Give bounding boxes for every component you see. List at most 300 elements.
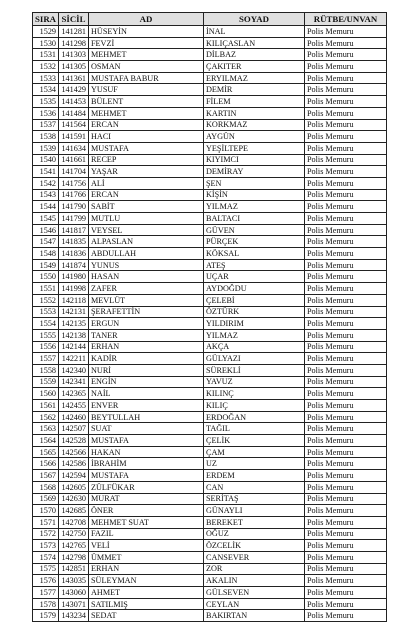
ad-cell: YUNUS (89, 259, 204, 271)
ad-cell: MEHMET (89, 107, 204, 119)
ad-cell: ENVER (89, 400, 204, 412)
sicil-cell: 143071 (59, 598, 89, 610)
sicil-cell: 142138 (59, 329, 89, 341)
sicil-cell: 141835 (59, 236, 89, 248)
rutbe-cell: Polis Memuru (305, 49, 387, 61)
soyad-cell: ÇAKITER (204, 61, 305, 73)
sicil-cell: 142135 (59, 318, 89, 330)
sira-cell: 1574 (33, 551, 59, 563)
sicil-cell: 141661 (59, 154, 89, 166)
sicil-cell: 142630 (59, 493, 89, 505)
sicil-cell: 141298 (59, 37, 89, 49)
soyad-cell: KORKMAZ (204, 119, 305, 131)
ad-cell: OSMAN (89, 61, 204, 73)
table-row (33, 37, 387, 49)
ad-cell: SUAT (89, 423, 204, 435)
sira-cell: 1569 (33, 493, 59, 505)
sicil-cell: 141303 (59, 49, 89, 61)
sira-cell: 1577 (33, 587, 59, 599)
ad-cell: HASAN (89, 271, 204, 283)
personnel-table (32, 12, 387, 622)
sira-cell: 1551 (33, 283, 59, 295)
sira-cell: 1535 (33, 96, 59, 108)
table-row (33, 470, 387, 482)
table-row (33, 376, 387, 388)
rutbe-cell: Polis Memuru (305, 166, 387, 178)
table-row (33, 166, 387, 178)
rutbe-cell: Polis Memuru (305, 201, 387, 213)
ad-cell: SEDAT (89, 610, 204, 622)
ad-cell: ERHAN (89, 563, 204, 575)
rutbe-cell: Polis Memuru (305, 551, 387, 563)
rutbe-cell: Polis Memuru (305, 505, 387, 517)
rutbe-cell: Polis Memuru (305, 470, 387, 482)
sira-cell: 1540 (33, 154, 59, 166)
sira-cell: 1553 (33, 306, 59, 318)
column-header-ad: AD (89, 13, 204, 26)
ad-cell: MUSTAFA BABUR (89, 72, 204, 84)
ad-cell: BÜLENT (89, 96, 204, 108)
soyad-cell: CEYLAN (204, 598, 305, 610)
document-page (32, 12, 386, 622)
ad-cell: RECEP (89, 154, 204, 166)
ad-cell: KADİR (89, 353, 204, 365)
sira-cell: 1541 (33, 166, 59, 178)
soyad-cell: BEREKET (204, 516, 305, 528)
soyad-cell: İNAL (204, 26, 305, 38)
sira-cell: 1560 (33, 388, 59, 400)
soyad-cell: YEŞİLTEPE (204, 142, 305, 154)
ad-cell: FAZIL (89, 528, 204, 540)
ad-cell: MEHMET SUAT (89, 516, 204, 528)
sicil-cell: 143234 (59, 610, 89, 622)
rutbe-cell: Polis Memuru (305, 598, 387, 610)
soyad-cell: SÜREKLİ (204, 364, 305, 376)
ad-cell: MEHMET (89, 49, 204, 61)
sira-cell: 1575 (33, 563, 59, 575)
rutbe-cell: Polis Memuru (305, 119, 387, 131)
table-row (33, 540, 387, 552)
table-row (33, 131, 387, 143)
sira-cell: 1531 (33, 49, 59, 61)
sira-cell: 1529 (33, 26, 59, 38)
sicil-cell: 142365 (59, 388, 89, 400)
soyad-cell: CAN (204, 481, 305, 493)
table-row (33, 26, 387, 38)
sicil-cell: 143035 (59, 575, 89, 587)
ad-cell: ZAFER (89, 283, 204, 295)
sicil-cell: 141874 (59, 259, 89, 271)
table-row (33, 575, 387, 587)
rutbe-cell: Polis Memuru (305, 388, 387, 400)
sicil-cell: 142685 (59, 505, 89, 517)
rutbe-cell: Polis Memuru (305, 423, 387, 435)
table-header-row (33, 13, 387, 26)
soyad-cell: ÖZTÜRK (204, 306, 305, 318)
ad-cell: SATILMIŞ (89, 598, 204, 610)
rutbe-cell: Polis Memuru (305, 213, 387, 225)
ad-cell: HACI (89, 131, 204, 143)
sira-cell: 1568 (33, 481, 59, 493)
sicil-cell: 141453 (59, 96, 89, 108)
sicil-cell: 142566 (59, 446, 89, 458)
sicil-cell: 141484 (59, 107, 89, 119)
ad-cell: ÖNER (89, 505, 204, 517)
table-row (33, 236, 387, 248)
sicil-cell: 142605 (59, 481, 89, 493)
sira-cell: 1563 (33, 423, 59, 435)
ad-cell: ENGİN (89, 376, 204, 388)
table-row (33, 458, 387, 470)
sira-cell: 1532 (33, 61, 59, 73)
sira-cell: 1533 (33, 72, 59, 84)
sira-cell: 1543 (33, 189, 59, 201)
ad-cell: ERCAN (89, 189, 204, 201)
sira-cell: 1567 (33, 470, 59, 482)
rutbe-cell: Polis Memuru (305, 481, 387, 493)
sicil-cell: 142131 (59, 306, 89, 318)
soyad-cell: UÇAR (204, 271, 305, 283)
table-row (33, 423, 387, 435)
ad-cell: MEVLÜT (89, 294, 204, 306)
rutbe-cell: Polis Memuru (305, 61, 387, 73)
soyad-cell: ERYILMAZ (204, 72, 305, 84)
soyad-cell: AYDOĞDU (204, 283, 305, 295)
sicil-cell: 142211 (59, 353, 89, 365)
sira-cell: 1566 (33, 458, 59, 470)
table-row (33, 411, 387, 423)
rutbe-cell: Polis Memuru (305, 236, 387, 248)
table-row (33, 587, 387, 599)
rutbe-cell: Polis Memuru (305, 189, 387, 201)
soyad-cell: AYGÜN (204, 131, 305, 143)
soyad-cell: DİLBAZ (204, 49, 305, 61)
ad-cell: NAİL (89, 388, 204, 400)
sira-cell: 1561 (33, 400, 59, 412)
soyad-cell: YILDIRIM (204, 318, 305, 330)
ad-cell: VEYSEL (89, 224, 204, 236)
sicil-cell: 142340 (59, 364, 89, 376)
sicil-cell: 142118 (59, 294, 89, 306)
sira-cell: 1572 (33, 528, 59, 540)
rutbe-cell: Polis Memuru (305, 318, 387, 330)
ad-cell: ÜMMET (89, 551, 204, 563)
soyad-cell: KÖKSAL (204, 248, 305, 260)
table-row (33, 318, 387, 330)
table-row (33, 84, 387, 96)
table-row (33, 505, 387, 517)
sicil-cell: 141361 (59, 72, 89, 84)
sira-cell: 1576 (33, 575, 59, 587)
sicil-cell: 142507 (59, 423, 89, 435)
table-body (33, 26, 387, 622)
sira-cell: 1549 (33, 259, 59, 271)
ad-cell: ABDULLAH (89, 248, 204, 260)
sira-cell: 1537 (33, 119, 59, 131)
rutbe-cell: Polis Memuru (305, 96, 387, 108)
soyad-cell: AKALIN (204, 575, 305, 587)
table-row (33, 189, 387, 201)
soyad-cell: KARTIN (204, 107, 305, 119)
rutbe-cell: Polis Memuru (305, 528, 387, 540)
ad-cell: HÜSEYİN (89, 26, 204, 38)
rutbe-cell: Polis Memuru (305, 400, 387, 412)
soyad-cell: YILMAZ (204, 201, 305, 213)
table-row (33, 516, 387, 528)
soyad-cell: AKÇA (204, 341, 305, 353)
sicil-cell: 141998 (59, 283, 89, 295)
soyad-cell: CANSEVER (204, 551, 305, 563)
table-row (33, 388, 387, 400)
table-row (33, 283, 387, 295)
table-row (33, 435, 387, 447)
rutbe-cell: Polis Memuru (305, 575, 387, 587)
rutbe-cell: Polis Memuru (305, 283, 387, 295)
sira-cell: 1550 (33, 271, 59, 283)
rutbe-cell: Polis Memuru (305, 411, 387, 423)
sira-cell: 1539 (33, 142, 59, 154)
sira-cell: 1562 (33, 411, 59, 423)
sicil-cell: 141836 (59, 248, 89, 260)
soyad-cell: GÜLYAZI (204, 353, 305, 365)
table-row (33, 61, 387, 73)
ad-cell: MUSTAFA (89, 470, 204, 482)
sicil-cell: 142528 (59, 435, 89, 447)
rutbe-cell: Polis Memuru (305, 376, 387, 388)
sicil-cell: 141429 (59, 84, 89, 96)
sicil-cell: 141305 (59, 61, 89, 73)
sicil-cell: 142750 (59, 528, 89, 540)
rutbe-cell: Polis Memuru (305, 610, 387, 622)
sira-cell: 1544 (33, 201, 59, 213)
ad-cell: FEVZİ (89, 37, 204, 49)
rutbe-cell: Polis Memuru (305, 458, 387, 470)
soyad-cell: GÜVEN (204, 224, 305, 236)
soyad-cell: UZ (204, 458, 305, 470)
rutbe-cell: Polis Memuru (305, 516, 387, 528)
table-row (33, 248, 387, 260)
table-row (33, 49, 387, 61)
table-row (33, 610, 387, 622)
soyad-cell: DEMİRAY (204, 166, 305, 178)
soyad-cell: ÇELEBİ (204, 294, 305, 306)
sicil-cell: 141564 (59, 119, 89, 131)
sicil-cell: 142341 (59, 376, 89, 388)
soyad-cell: KİŞİN (204, 189, 305, 201)
ad-cell: MUTLU (89, 213, 204, 225)
table-row (33, 341, 387, 353)
sira-cell: 1579 (33, 610, 59, 622)
table-row (33, 493, 387, 505)
sicil-cell: 141980 (59, 271, 89, 283)
sicil-cell: 142460 (59, 411, 89, 423)
sira-cell: 1558 (33, 364, 59, 376)
sira-cell: 1548 (33, 248, 59, 260)
sicil-cell: 142586 (59, 458, 89, 470)
soyad-cell: BALTACI (204, 213, 305, 225)
table-row (33, 598, 387, 610)
table-row (33, 364, 387, 376)
rutbe-cell: Polis Memuru (305, 131, 387, 143)
table-row (33, 177, 387, 189)
rutbe-cell: Polis Memuru (305, 364, 387, 376)
rutbe-cell: Polis Memuru (305, 72, 387, 84)
table-row (33, 329, 387, 341)
ad-cell: ERHAN (89, 341, 204, 353)
soyad-cell: KILIÇASLAN (204, 37, 305, 49)
ad-cell: ALPASLAN (89, 236, 204, 248)
ad-cell: HAKAN (89, 446, 204, 458)
soyad-cell: YAVUZ (204, 376, 305, 388)
sicil-cell: 141591 (59, 131, 89, 143)
ad-cell: MURAT (89, 493, 204, 505)
sicil-cell: 142798 (59, 551, 89, 563)
sira-cell: 1573 (33, 540, 59, 552)
soyad-cell: BAKIRTAN (204, 610, 305, 622)
table-row (33, 201, 387, 213)
table-row (33, 96, 387, 108)
sira-cell: 1571 (33, 516, 59, 528)
rutbe-cell: Polis Memuru (305, 154, 387, 166)
ad-cell: MUSTAFA (89, 142, 204, 154)
soyad-cell: PÜRÇEK (204, 236, 305, 248)
soyad-cell: FİLEM (204, 96, 305, 108)
sicil-cell: 143060 (59, 587, 89, 599)
ad-cell: NURİ (89, 364, 204, 376)
ad-cell: İBRAHİM (89, 458, 204, 470)
sira-cell: 1536 (33, 107, 59, 119)
soyad-cell: KIYIMCI (204, 154, 305, 166)
column-header-rutbe: RÜTBE/UNVAN (305, 13, 387, 26)
soyad-cell: ERDOĞAN (204, 411, 305, 423)
table-row (33, 259, 387, 271)
ad-cell: SABİT (89, 201, 204, 213)
rutbe-cell: Polis Memuru (305, 248, 387, 260)
table-row (33, 142, 387, 154)
rutbe-cell: Polis Memuru (305, 37, 387, 49)
rutbe-cell: Polis Memuru (305, 259, 387, 271)
rutbe-cell: Polis Memuru (305, 142, 387, 154)
rutbe-cell: Polis Memuru (305, 329, 387, 341)
table-row (33, 563, 387, 575)
sira-cell: 1542 (33, 177, 59, 189)
ad-cell: YAŞAR (89, 166, 204, 178)
sira-cell: 1556 (33, 341, 59, 353)
table-row (33, 271, 387, 283)
sicil-cell: 142144 (59, 341, 89, 353)
rutbe-cell: Polis Memuru (305, 107, 387, 119)
soyad-cell: ŞEN (204, 177, 305, 189)
rutbe-cell: Polis Memuru (305, 446, 387, 458)
soyad-cell: ÇELİK (204, 435, 305, 447)
table-row (33, 400, 387, 412)
rutbe-cell: Polis Memuru (305, 306, 387, 318)
table-row (33, 72, 387, 84)
sira-cell: 1559 (33, 376, 59, 388)
soyad-cell: ZOR (204, 563, 305, 575)
sira-cell: 1578 (33, 598, 59, 610)
soyad-cell: GÜNAYLI (204, 505, 305, 517)
table-row (33, 551, 387, 563)
sira-cell: 1570 (33, 505, 59, 517)
table-row (33, 154, 387, 166)
table-row (33, 294, 387, 306)
soyad-cell: ATEŞ (204, 259, 305, 271)
ad-cell: AHMET (89, 587, 204, 599)
ad-cell: ERGUN (89, 318, 204, 330)
table-row (33, 119, 387, 131)
rutbe-cell: Polis Memuru (305, 294, 387, 306)
table-row (33, 446, 387, 458)
sicil-cell: 141817 (59, 224, 89, 236)
table-row (33, 213, 387, 225)
sicil-cell: 141756 (59, 177, 89, 189)
rutbe-cell: Polis Memuru (305, 540, 387, 552)
rutbe-cell: Polis Memuru (305, 341, 387, 353)
table-row (33, 306, 387, 318)
sicil-cell: 142455 (59, 400, 89, 412)
table-row (33, 481, 387, 493)
sira-cell: 1555 (33, 329, 59, 341)
soyad-cell: KILIÇ (204, 400, 305, 412)
sicil-cell: 141704 (59, 166, 89, 178)
sicil-cell: 141634 (59, 142, 89, 154)
soyad-cell: YILMAZ (204, 329, 305, 341)
sicil-cell: 141799 (59, 213, 89, 225)
ad-cell: ERCAN (89, 119, 204, 131)
ad-cell: VELİ (89, 540, 204, 552)
soyad-cell: ERDEM (204, 470, 305, 482)
rutbe-cell: Polis Memuru (305, 435, 387, 447)
sira-cell: 1557 (33, 353, 59, 365)
rutbe-cell: Polis Memuru (305, 224, 387, 236)
table-row (33, 353, 387, 365)
soyad-cell: TAĞIL (204, 423, 305, 435)
table-row (33, 224, 387, 236)
soyad-cell: ÇAM (204, 446, 305, 458)
soyad-cell: SERİTAŞ (204, 493, 305, 505)
table-row (33, 107, 387, 119)
sira-cell: 1546 (33, 224, 59, 236)
sicil-cell: 142594 (59, 470, 89, 482)
sira-cell: 1547 (33, 236, 59, 248)
rutbe-cell: Polis Memuru (305, 587, 387, 599)
ad-cell: YUSUF (89, 84, 204, 96)
column-header-sira: SIRA (33, 13, 59, 26)
column-header-soyad: SOYAD (204, 13, 305, 26)
sicil-cell: 141766 (59, 189, 89, 201)
table-row (33, 528, 387, 540)
ad-cell: TANER (89, 329, 204, 341)
rutbe-cell: Polis Memuru (305, 353, 387, 365)
sicil-cell: 142851 (59, 563, 89, 575)
column-header-sicil: SİCİL (59, 13, 89, 26)
rutbe-cell: Polis Memuru (305, 177, 387, 189)
sira-cell: 1545 (33, 213, 59, 225)
rutbe-cell: Polis Memuru (305, 493, 387, 505)
rutbe-cell: Polis Memuru (305, 26, 387, 38)
sicil-cell: 142708 (59, 516, 89, 528)
sicil-cell: 141790 (59, 201, 89, 213)
rutbe-cell: Polis Memuru (305, 563, 387, 575)
sira-cell: 1530 (33, 37, 59, 49)
soyad-cell: GÜLSEVEN (204, 587, 305, 599)
ad-cell: MUSTAFA (89, 435, 204, 447)
sira-cell: 1538 (33, 131, 59, 143)
sicil-cell: 142765 (59, 540, 89, 552)
rutbe-cell: Polis Memuru (305, 84, 387, 96)
ad-cell: ZÜLFÜKAR (89, 481, 204, 493)
